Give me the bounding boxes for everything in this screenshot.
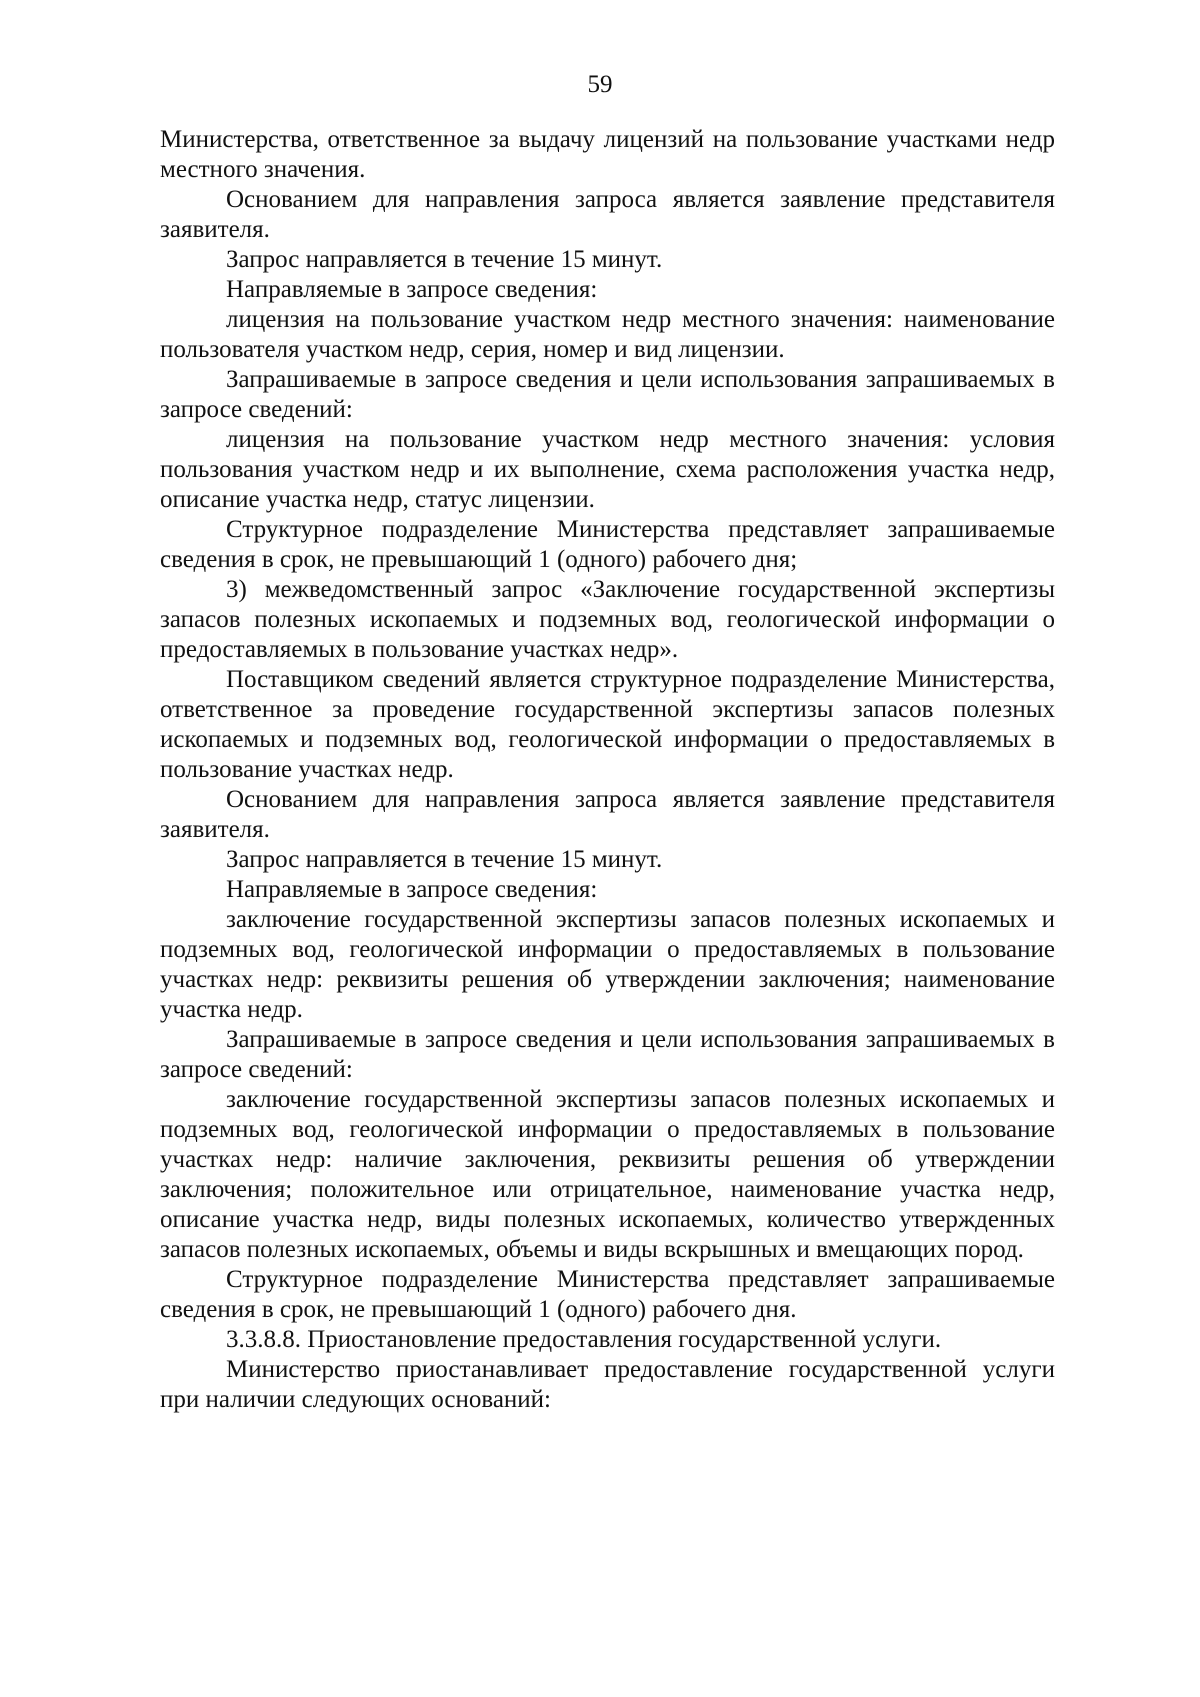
paragraph: Поставщиком сведений является структурное подразделение Министерства, ответственное за проведение государственной экспертизы запасов полезных ископаемых и подземных вод, геологической информации о предоставляемых в пользование участках недр.: [160, 666, 1055, 783]
paragraph: Направляемые в запросе сведения:: [226, 876, 598, 903]
paragraph: Структурное подразделение Министерства представляет запрашиваемые сведения в срок, не превышающий 1 (одного) рабочего дня;: [160, 516, 1055, 573]
paragraph: Запрашиваемые в запросе сведения и цели использования запрашиваемых в запросе сведений:: [160, 366, 1055, 423]
paragraph: Запрашиваемые в запросе сведения и цели использования запрашиваемых в запросе сведений:: [160, 1026, 1055, 1083]
paragraph: Запрос направляется в течение 15 минут.: [226, 246, 663, 273]
paragraph: Структурное подразделение Министерства представляет запрашиваемые сведения в срок, не превышающий 1 (одного) рабочего дня.: [160, 1266, 1055, 1323]
page-number: 59: [587, 71, 613, 98]
paragraph: заключение государственной экспертизы запасов полезных ископаемых и подземных вод, геологической информации о предоставляемых в пользование участках недр: реквизиты решения об утверждении заключения; наименование участка недр.: [160, 906, 1055, 1023]
paragraph: 3.3.8.8. Приостановление предоставления государственной услуги.: [226, 1326, 942, 1353]
paragraph: Министерства, ответственное за выдачу лицензий на пользование участками недр местного значения.: [160, 126, 1055, 183]
paragraph: Основанием для направления запроса является заявление представителя заявителя.: [160, 786, 1055, 843]
paragraph: заключение государственной экспертизы запасов полезных ископаемых и подземных вод, геологической информации о предоставляемых в пользование участках недр: наличие заключения, реквизиты решения об утверждении заключения; положительное или отрицательное, наименование участка недр, описание участка недр, виды полезных ископаемых, количество утвержденных запасов полезных ископаемых, объемы и виды вскрышных и вмещающих пород.: [160, 1086, 1055, 1263]
paragraph: Министерство приостанавливает предоставление государственной услуги при наличии следующих оснований:: [160, 1356, 1055, 1413]
paragraph: лицензия на пользование участком недр местного значения: наименование пользователя участком недр, серия, номер и вид лицензии.: [160, 306, 1055, 363]
paragraph: 3) межведомственный запрос «Заключение государственной экспертизы запасов полезных ископаемых и подземных вод, геологической информации о предоставляемых в пользование участках недр».: [160, 576, 1055, 663]
document-body: [160, 125, 1055, 1415]
paragraph: лицензия на пользование участком недр местного значения: условия пользования участком недр и их выполнение, схема расположения участка недр, описание участка недр, статус лицензии.: [160, 426, 1055, 513]
paragraph: Запрос направляется в течение 15 минут.: [226, 846, 663, 873]
paragraph: Основанием для направления запроса является заявление представителя заявителя.: [160, 186, 1055, 243]
paragraph: Направляемые в запросе сведения:: [226, 276, 598, 303]
